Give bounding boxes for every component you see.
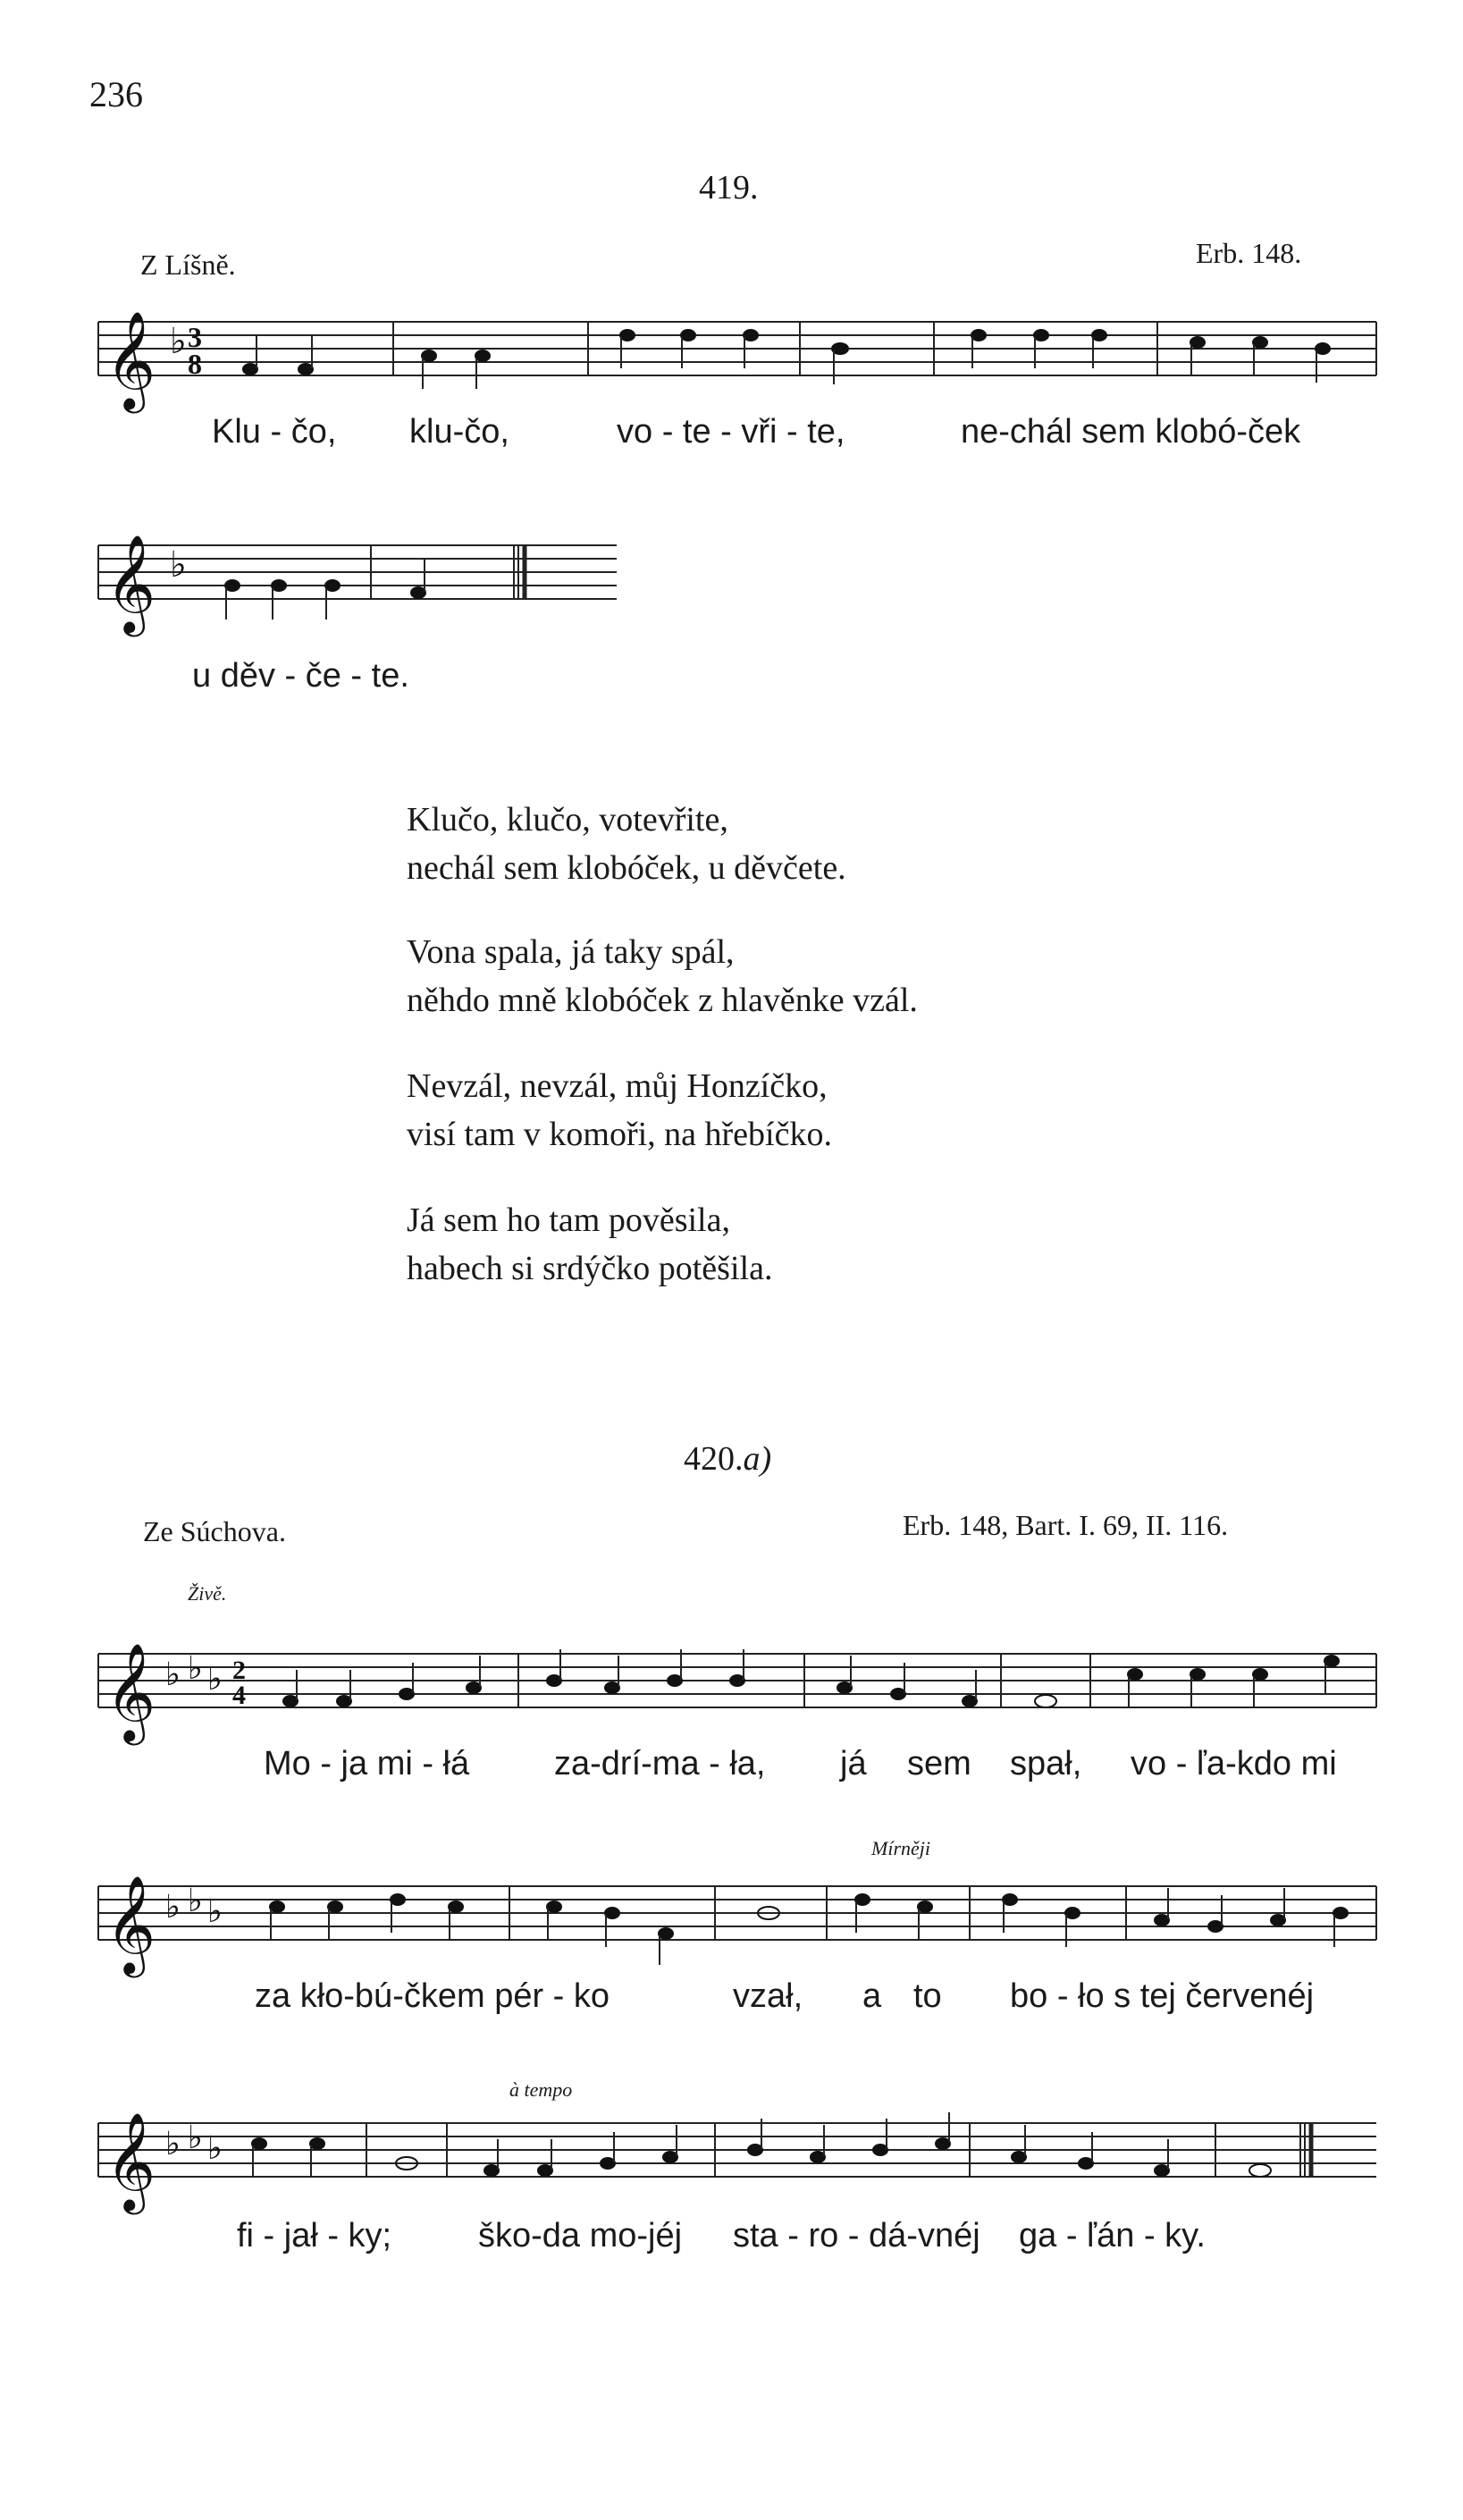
song-419-staff-1 <box>98 304 1376 411</box>
song-420-lyric: vzał, <box>733 1977 803 2015</box>
song-420-lyric: vo - ľa-kdo mi <box>1131 1745 1337 1783</box>
song-419-reference: Erb. 148. <box>1196 237 1302 269</box>
song-420-lyric: sem <box>907 1745 971 1783</box>
song-419-lyric: vo - te - vři - te, <box>617 413 845 451</box>
tempo-marking: Živě. <box>188 1582 227 1605</box>
verse-line: Nevzál, nevzál, můj Honzíčko, <box>407 1067 828 1105</box>
verse-line: nechál sem klobóček, u děvčete. <box>407 849 846 887</box>
song-420-lyric: ško-da mo-jéj <box>478 2217 683 2255</box>
song-420-lyric: bo - ło s tej červenéj <box>1010 1977 1315 2015</box>
song-420-lyric: to <box>913 1977 942 2015</box>
flat-icon: ♭ <box>165 2126 181 2162</box>
flat-icon: ♭ <box>165 1656 181 1693</box>
song-420-staff-1 <box>98 1636 1376 1743</box>
flat-icon: ♭ <box>170 321 187 362</box>
verse-1 <box>407 796 846 892</box>
verse-line: Vona spala, já taky spál, <box>407 933 735 971</box>
treble-clef-icon: 𝄞 <box>105 311 156 409</box>
song-420-staff-2 <box>98 1868 1376 1976</box>
notes-420-3 <box>252 2112 1271 2177</box>
tempo-marking: Mírněji <box>871 1837 930 1859</box>
verse-line: Já sem ho tam pověsila, <box>407 1201 730 1239</box>
treble-clef-icon: 𝄞 <box>105 2112 156 2211</box>
flat-icon: ♭ <box>188 1650 203 1687</box>
treble-clef-icon: 𝄞 <box>105 1643 156 1741</box>
verse-3 <box>407 1062 832 1159</box>
flat-icon: ♭ <box>207 1661 223 1698</box>
song-420-lyric: za kło-bú-čkem pér - ko <box>255 1977 610 2015</box>
song-420-number-value: 420. <box>684 1440 744 1478</box>
song-419-number: 419. <box>699 169 759 206</box>
time-sig-bottom: 8 <box>188 348 202 380</box>
song-420-lyric: sta - ro - dá-vnéj <box>733 2217 980 2255</box>
treble-clef-icon: 𝄞 <box>105 535 156 633</box>
flat-icon: ♭ <box>170 544 187 586</box>
notes-419-1 <box>243 330 1330 389</box>
tempo-marking: à tempo <box>509 2078 573 2101</box>
song-420-origin: Ze Súchova. <box>143 1515 286 1547</box>
flat-icon: ♭ <box>188 1883 203 1919</box>
time-sig-bottom: 4 <box>232 1681 246 1710</box>
verse-line: něhdo mně klobóček z hlavěnke vzál. <box>407 982 918 1019</box>
treble-clef-icon: 𝄞 <box>105 1875 156 1974</box>
song-420-lyric: spał, <box>1010 1745 1082 1783</box>
page-number: 236 <box>89 74 143 114</box>
song-420-lyric: za-drí-ma - ła, <box>554 1745 766 1783</box>
song-420-lyric: Mo - ja mi - łá <box>264 1745 470 1783</box>
verse-line: habech si srdýčko potěšila. <box>407 1250 773 1287</box>
verse-line: Klučo, klučo, votevřite, <box>407 801 728 839</box>
flat-icon: ♭ <box>188 2120 203 2156</box>
flat-icon: ♭ <box>165 1889 181 1926</box>
song-420-lyric: a <box>862 1977 882 2015</box>
song-420-number <box>684 1439 771 1479</box>
notes-419-2 <box>225 559 425 619</box>
verse-4 <box>407 1196 772 1293</box>
flat-icon: ♭ <box>207 1893 223 1930</box>
song-420-lyric: fi - jał - ky; <box>237 2217 392 2255</box>
song-419-lyric: ne-chál sem klobó-ček <box>961 413 1301 451</box>
song-420-lyric: ga - ľán - ky. <box>1019 2217 1206 2255</box>
song-419-lyric: Klu - čo, <box>212 413 337 451</box>
song-420-lyric: já <box>840 1745 867 1783</box>
song-419-lyric: klu-čo, <box>409 413 509 451</box>
time-sig-top: 2 <box>232 1656 246 1685</box>
verse-2 <box>407 928 918 1024</box>
verse-line: visí tam v komoři, na hřebíčko. <box>407 1116 832 1153</box>
notes-420-1 <box>283 1649 1339 1707</box>
song-420-suffix: a) <box>743 1440 772 1478</box>
flat-icon: ♭ <box>207 2130 223 2167</box>
song-420-staff-3 <box>98 2105 1376 2212</box>
time-sig-top: 3 <box>188 321 202 353</box>
song-419-origin: Z Líšně. <box>140 249 236 281</box>
song-419-lyric-2: u děv - če - te. <box>192 657 409 695</box>
song-420-reference: Erb. 148, Bart. I. 69, II. 116. <box>903 1509 1229 1541</box>
song-419-staff-2 <box>98 527 617 635</box>
